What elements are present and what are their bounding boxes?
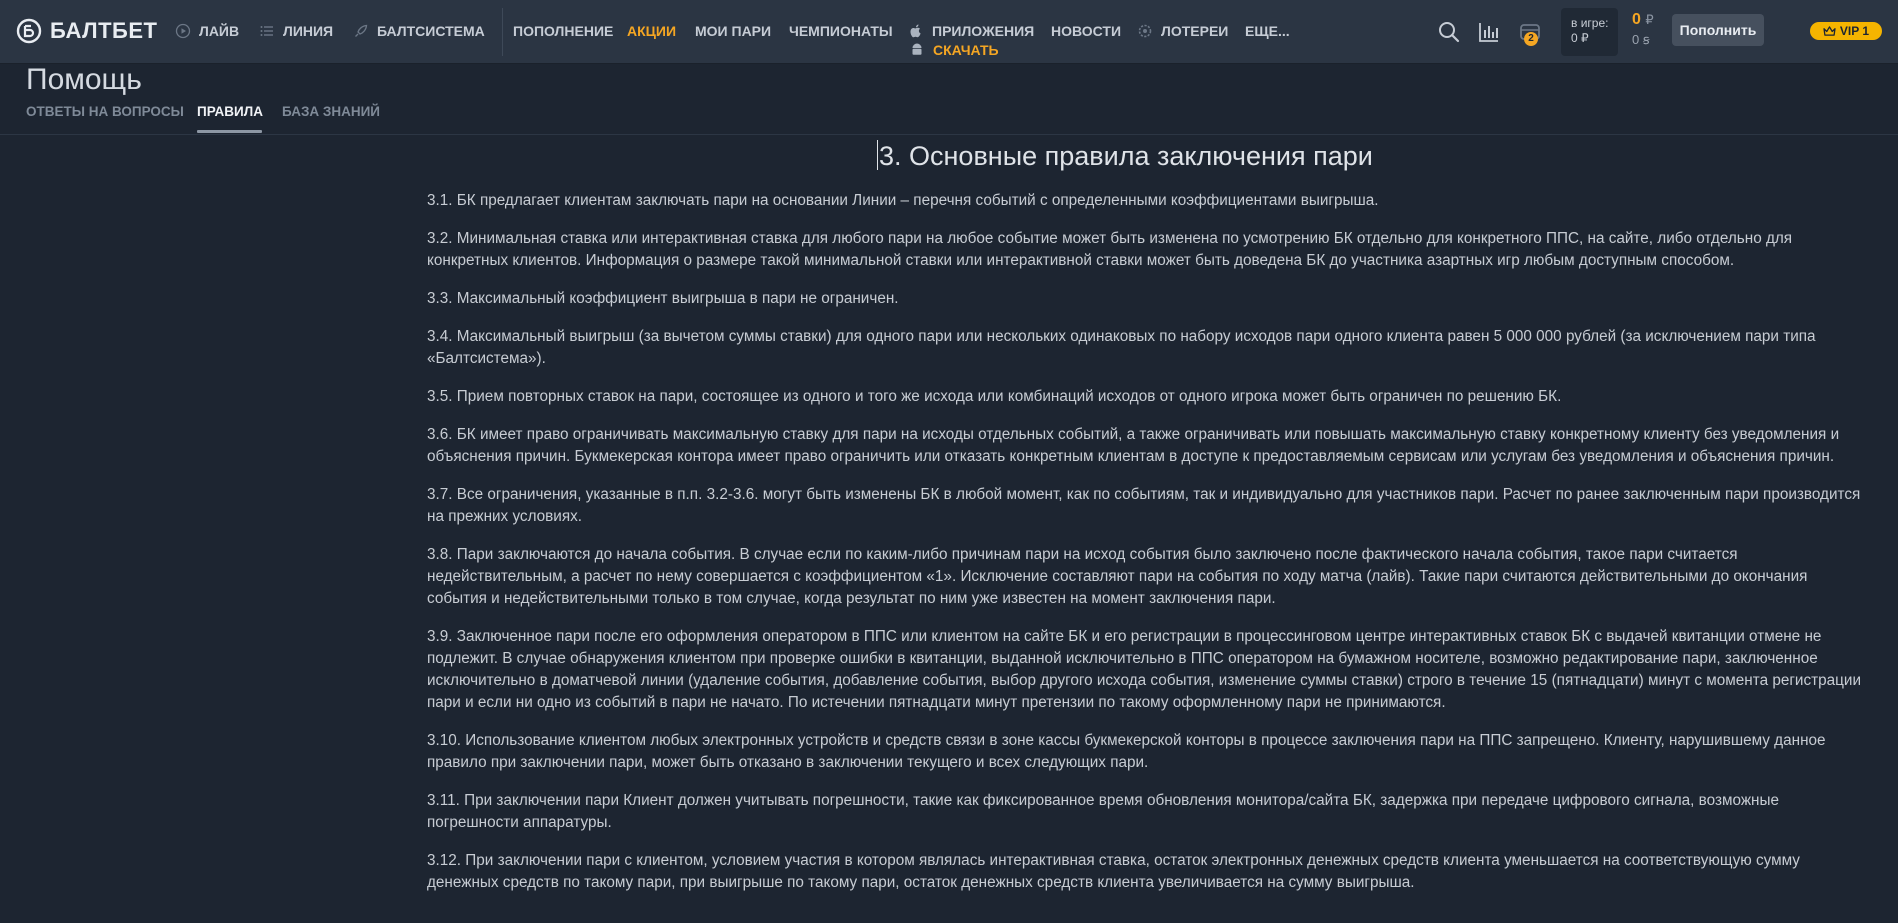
rule-paragraph: 3.4. Максимальный выигрыш (за вычетом суммы ставки) для одного пари или нескольких одинаковых по набору исходов пари одного клиента равен 5 000 000 рублей (за исключением пари типа «Балтсистема»).	[427, 328, 1816, 367]
nav-promotions-label: АКЦИИ	[627, 23, 677, 39]
apps-download-label: СКАЧАТЬ	[933, 42, 999, 58]
nav-lotteries[interactable]	[1137, 22, 1228, 40]
rule-paragraph: 3.10. Использование клиентом любых электронных устройств и средств связи в зоне кассы букмекерской конторы в процессе заключения пари на ППС запрещено. Клиенту, нарушившему данное правило при заключении пари, может быть отказано в заключении текущего и всех следующих пари.	[427, 732, 1826, 771]
nav-line[interactable]	[259, 22, 333, 40]
rules-list	[427, 190, 1871, 910]
section-title	[877, 140, 1373, 172]
nav-baltsystem[interactable]	[353, 22, 485, 40]
nav-lotteries-label: ЛОТЕРЕИ	[1161, 23, 1229, 39]
nav-live[interactable]	[175, 22, 239, 40]
lottery-icon	[1137, 23, 1153, 39]
page-title: Помощь	[26, 63, 142, 96]
in-game-label: в игре:	[1571, 16, 1609, 30]
rocket-icon	[353, 23, 369, 39]
rule-paragraph: 3.6. БК имеет право ограничивать максимальную ставку для пари на исходы отдельных событий, а также ограничивать или повышать максимальную ставку конкретному клиенту без уведомления и объяснения причин. Букмекерская контора имеет право ограничить или отказать конкретным клиентам в доступе к предоставляемым сервисам или услугам без уведомления и объяснения причин.	[427, 426, 1840, 465]
statistics-icon[interactable]	[1477, 20, 1501, 44]
nav-apps-label: ПРИЛОЖЕНИЯ	[932, 23, 1035, 39]
balance-bonus: 0 ꞩ	[1632, 32, 1650, 47]
balance-main-currency: ₽	[1645, 12, 1654, 27]
in-game-value: 0 ₽	[1571, 31, 1589, 45]
section-title-text: 3. Основные правила заключения пари	[879, 141, 1373, 171]
nav-promotions[interactable]	[627, 22, 676, 40]
nav-topup-label: ПОПОЛНЕНИЕ	[513, 23, 614, 39]
nav-baltsystem-label: БАЛТСИСТЕМА	[377, 23, 485, 39]
text-cursor	[877, 140, 878, 170]
top-header	[0, 0, 1898, 64]
android-icon	[909, 41, 925, 57]
nav-more[interactable]	[1245, 22, 1290, 40]
nav-live-label: ЛАЙВ	[199, 23, 240, 39]
crown-icon	[1823, 26, 1836, 37]
nav-more-label: ЕЩЕ...	[1245, 23, 1290, 39]
vip-label: VIP 1	[1839, 24, 1870, 38]
balance[interactable]	[1632, 11, 1654, 49]
tab-knowledge-base[interactable]: БАЗА ЗНАНИЙ	[282, 104, 381, 119]
nav-my-bets-label: МОИ ПАРИ	[695, 23, 772, 39]
active-tab-indicator	[197, 130, 262, 133]
nav-news[interactable]	[1051, 22, 1121, 40]
tab-rules[interactable]: ПРАВИЛА	[197, 104, 263, 119]
apps-download-link[interactable]	[933, 42, 999, 58]
rule-paragraph: 3.5. Прием повторных ставок на пари, состоящее из одного и того же исхода или комбинаций исходов от одного игрока может быть ограничен по решению БК.	[427, 388, 1562, 405]
nav-news-label: НОВОСТИ	[1051, 23, 1122, 39]
nav-line-label: ЛИНИЯ	[283, 23, 334, 39]
list-icon	[259, 23, 275, 39]
logo-text: БАЛТБЕТ	[50, 18, 158, 43]
header-divider	[502, 8, 503, 56]
rule-paragraph: 3.9. Заключенное пари после его оформления оператором в ППС или клиентом на сайте БК и его регистрации в процессинговом центре интерактивных ставок БК с выдачей квитанции отмене не подлежит. В случае обнаружения клиентом при проверке ошибки в квитанции, выданной исключительно в ППС оператором на бумажном носителе, возможно редактирование пари, заключенное исключительно в доматчевой линии (удаление события, добавление события, выбор другого исхода события, изменение суммы ставки) строго в течение 15 (пятнадцати) минут с момента регистрации пари и если ни одно из событий в пари не начато. По истечении пятнадцати минут претензии по такому оформленному пари не принимаются.	[427, 628, 1861, 711]
rule-paragraph: 3.2. Минимальная ставка или интерактивная ставка для любого пари на любое событие может быть изменена по усмотрению БК отдельно для конкретного ППС, на сайте, либо отдельно для конкретных клиентов. Информация о размере такой минимальной ставки или интерактивной ставки может быть доведена БК до участника азартных игр любым доступным способом.	[427, 230, 1793, 269]
vip-badge[interactable]	[1810, 22, 1882, 40]
rule-paragraph: 3.1. БК предлагает клиентам заключать пари на основании Линии – перечня событий с определенными коэффициентами выигрыша.	[427, 192, 1379, 209]
balance-main	[1632, 11, 1654, 29]
rule-paragraph: 3.7. Все ограничения, указанные в п.п. 3.2-3.6. могут быть изменены БК в любой момент, как по событиям, так и индивидуально для участников пари. Расчет по ранее заключенным пари производится на прежних условиях.	[427, 486, 1861, 525]
logo[interactable]	[16, 17, 157, 45]
tab-faq[interactable]: ОТВЕТЫ НА ВОПРОСЫ	[26, 104, 184, 119]
notifications-badge: 2	[1524, 32, 1538, 46]
nav-championships-label: ЧЕМПИОНАТЫ	[789, 23, 893, 39]
search-icon[interactable]	[1437, 20, 1461, 44]
play-circle-icon	[175, 23, 191, 39]
rule-paragraph: 3.12. При заключении пари с клиентом, условием участия в котором являлась интерактивная ставка, остаток электронных денежных средств клиента уменьшается на соответствующую сумму денежных средств по такому пари, при выигрыше по такому пари, остаток денежных средств клиента увеличивается на сумму выигрыша.	[427, 852, 1800, 891]
in-game-box[interactable]	[1561, 8, 1618, 56]
rule-paragraph: 3.3. Максимальный коэффициент выигрыша в пари не ограничен.	[427, 290, 899, 307]
subheader-divider	[0, 134, 1898, 135]
nav-championships[interactable]	[789, 22, 893, 40]
topup-button[interactable]: Пополнить	[1672, 14, 1764, 46]
nav-my-bets[interactable]	[695, 22, 771, 40]
apple-icon	[908, 23, 924, 39]
balance-main-value: 0	[1632, 11, 1641, 28]
rule-paragraph: 3.11. При заключении пари Клиент должен учитывать погрешности, такие как фиксированное время обновления монитора/сайта БК, задержка при передаче цифрового сигнала, возможные погрешности аппаратуры.	[427, 792, 1779, 831]
baltbet-logo-icon	[16, 18, 42, 44]
nav-apps[interactable]	[908, 22, 1034, 40]
rule-paragraph: 3.8. Пари заключаются до начала события. В случае если по каким-либо причинам пари на исход события было заключено после фактического начала события, такое пари считается недействительным, а расчет по нему совершается с коэффициентом «1». Исключение составляют пари на события по ходу матча (лайв). Такие пари считаются действительными до окончания события и недействительными только в том случае, когда результат по ним уже известен на момент заключения пари.	[427, 546, 1808, 607]
nav-topup[interactable]	[513, 22, 613, 40]
